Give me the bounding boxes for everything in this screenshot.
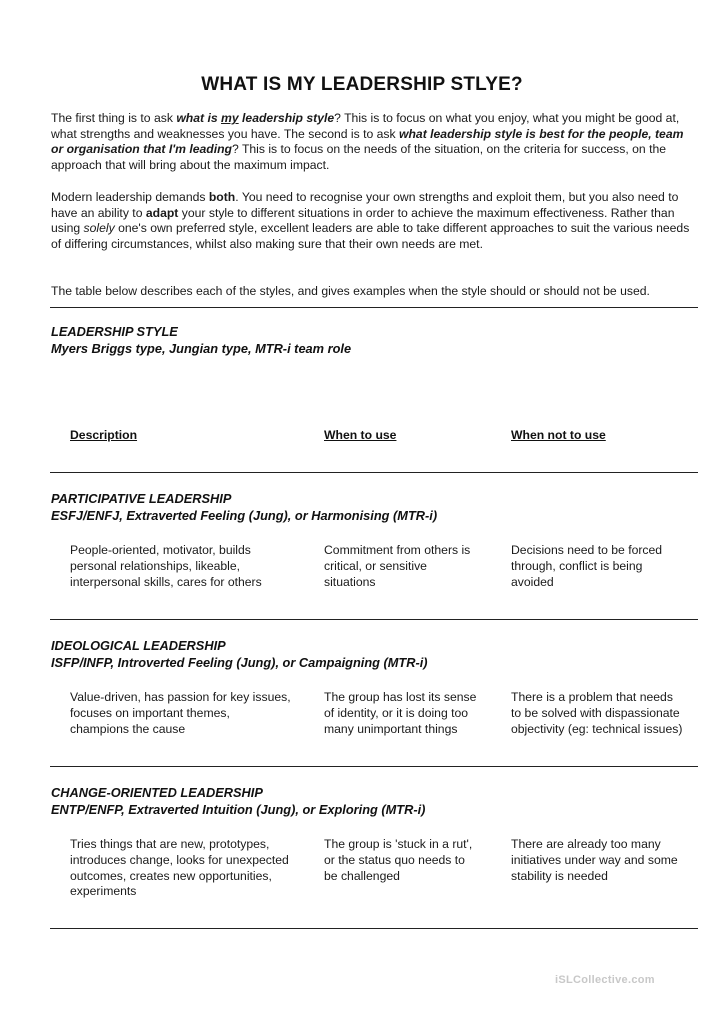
section-types: ESFJ/ENFJ, Extraverted Feeling (Jung), or Harmonising (MTR-i) bbox=[51, 507, 438, 523]
intro-p2-bold-both: both bbox=[208, 190, 236, 204]
intro-p1-q1-underlined: my bbox=[221, 111, 239, 125]
cell-line: situations bbox=[324, 574, 376, 589]
divider bbox=[50, 766, 698, 767]
intro-p1-text-e: ? This is to focus on the needs of the situation, on the criteria for success, on the approach that will bring about the maximum impact. bbox=[51, 142, 667, 172]
cell-when-not-to-use bbox=[511, 690, 711, 737]
cell-line: initiatives under way and some bbox=[511, 852, 678, 867]
cell-description bbox=[70, 690, 315, 737]
section-name: CHANGE-ORIENTED LEADERSHIP bbox=[51, 785, 263, 800]
intro-p2-text-c: . You need to recognise your own strengths and exploit them, but you also need to have an ability to bbox=[51, 190, 679, 220]
cell-line: to be solved with dispassionate bbox=[511, 705, 680, 720]
cell-line: The group has lost its sense bbox=[324, 690, 477, 704]
table-header-line-2: Myers Briggs type, Jungian type, MTR-i team role bbox=[51, 341, 352, 356]
intro-p1-text-c: ? This is to focus on what you enjoy, what you might be good at, what strengths and weaknesses you have. The second is to ask bbox=[51, 111, 680, 141]
intro-paragraph-1 bbox=[51, 111, 691, 173]
column-header-description: Description bbox=[70, 428, 138, 442]
section-title-ideological bbox=[51, 638, 428, 671]
cell-when-to-use bbox=[324, 690, 504, 737]
table-header-line-1: LEADERSHIP STYLE bbox=[51, 324, 178, 339]
intro-paragraph-3: The table below describes each of the styles, and gives examples when the style should or should not be used. bbox=[51, 284, 650, 298]
intro-p1-question-1 bbox=[176, 111, 334, 125]
cell-description bbox=[70, 543, 315, 590]
cell-line: Decisions need to be forced bbox=[511, 543, 663, 557]
cell-line: Tries things that are new, prototypes, bbox=[70, 837, 270, 851]
divider bbox=[50, 928, 698, 929]
section-name: IDEOLOGICAL LEADERSHIP bbox=[51, 638, 226, 653]
cell-when-to-use bbox=[324, 543, 504, 590]
intro-p2-text-a: Modern leadership demands bbox=[51, 190, 209, 204]
table-header-label bbox=[51, 323, 351, 357]
page-title: WHAT IS MY LEADERSHIP STLYE? bbox=[201, 74, 523, 95]
cell-line: be challenged bbox=[324, 868, 400, 883]
intro-p2-text-g: one's own preferred style, excellent leaders are able to take different approaches to suit the various needs of differing circumstances, whilst also making sure that their own needs are met. bbox=[51, 221, 690, 251]
section-name: PARTICIPATIVE LEADERSHIP bbox=[51, 491, 232, 506]
divider bbox=[50, 619, 698, 620]
cell-when-not-to-use bbox=[511, 543, 711, 590]
cell-line: focuses on important themes, bbox=[70, 705, 230, 720]
cell-line: critical, or sensitive bbox=[324, 558, 427, 573]
intro-p2-italic-solely: solely bbox=[83, 221, 115, 236]
cell-line: through, conflict is being bbox=[511, 558, 643, 573]
cell-line: champions the cause bbox=[70, 721, 186, 736]
section-title-participative bbox=[51, 491, 437, 524]
intro-p2-text-e: your style to different situations in order to achieve the maximum effectiveness. Rather than using bbox=[51, 205, 675, 236]
cell-line: Commitment from others is bbox=[324, 543, 471, 557]
watermark: iSLCollective.com bbox=[555, 974, 655, 986]
intro-p1-q1-part-a: what is bbox=[176, 111, 222, 125]
intro-paragraph-2 bbox=[51, 190, 691, 252]
cell-when-to-use bbox=[324, 837, 504, 884]
cell-line: avoided bbox=[511, 574, 554, 589]
divider bbox=[50, 472, 698, 473]
cell-line: There is a problem that needs bbox=[511, 690, 673, 704]
cell-line: objectivity (eg: technical issues) bbox=[511, 721, 683, 736]
cell-line: experiments bbox=[70, 884, 137, 899]
intro-p2-bold-adapt: adapt bbox=[145, 205, 179, 220]
cell-line: interpersonal skills, cares for others bbox=[70, 574, 262, 589]
cell-line: many unimportant things bbox=[324, 721, 458, 736]
cell-line: introduces change, looks for unexpected bbox=[70, 852, 289, 867]
cell-line: The group is 'stuck in a rut', bbox=[324, 837, 473, 851]
section-types: ENTP/ENFP, Extraverted Intuition (Jung), or Exploring (MTR-i) bbox=[51, 801, 426, 817]
divider bbox=[50, 307, 698, 308]
cell-line: stability is needed bbox=[511, 868, 608, 883]
column-header-when: When to use bbox=[324, 428, 397, 442]
cell-line: or the status quo needs to bbox=[324, 852, 465, 867]
cell-line: There are already too many bbox=[511, 837, 661, 851]
cell-line: People-oriented, motivator, builds bbox=[70, 543, 251, 557]
intro-p1-question-2: what leadership style is best for the people, team or organisation that I'm leading bbox=[51, 126, 684, 157]
cell-line: Value-driven, has passion for key issues, bbox=[70, 690, 291, 704]
cell-line: outcomes, creates new opportunities, bbox=[70, 868, 272, 883]
section-types: ISFP/INFP, Introverted Feeling (Jung), or Campaigning (MTR-i) bbox=[51, 654, 428, 670]
cell-description bbox=[70, 837, 315, 900]
cell-line: of identity, or it is doing too bbox=[324, 705, 469, 720]
cell-when-not-to-use bbox=[511, 837, 711, 884]
cell-line: personal relationships, likeable, bbox=[70, 558, 241, 573]
column-header-when-not: When not to use bbox=[511, 428, 606, 442]
intro-p1-text-a: The first thing is to ask bbox=[51, 111, 177, 125]
section-title-change-oriented bbox=[51, 785, 425, 818]
intro-p1-q1-part-b: leadership style bbox=[238, 111, 335, 125]
